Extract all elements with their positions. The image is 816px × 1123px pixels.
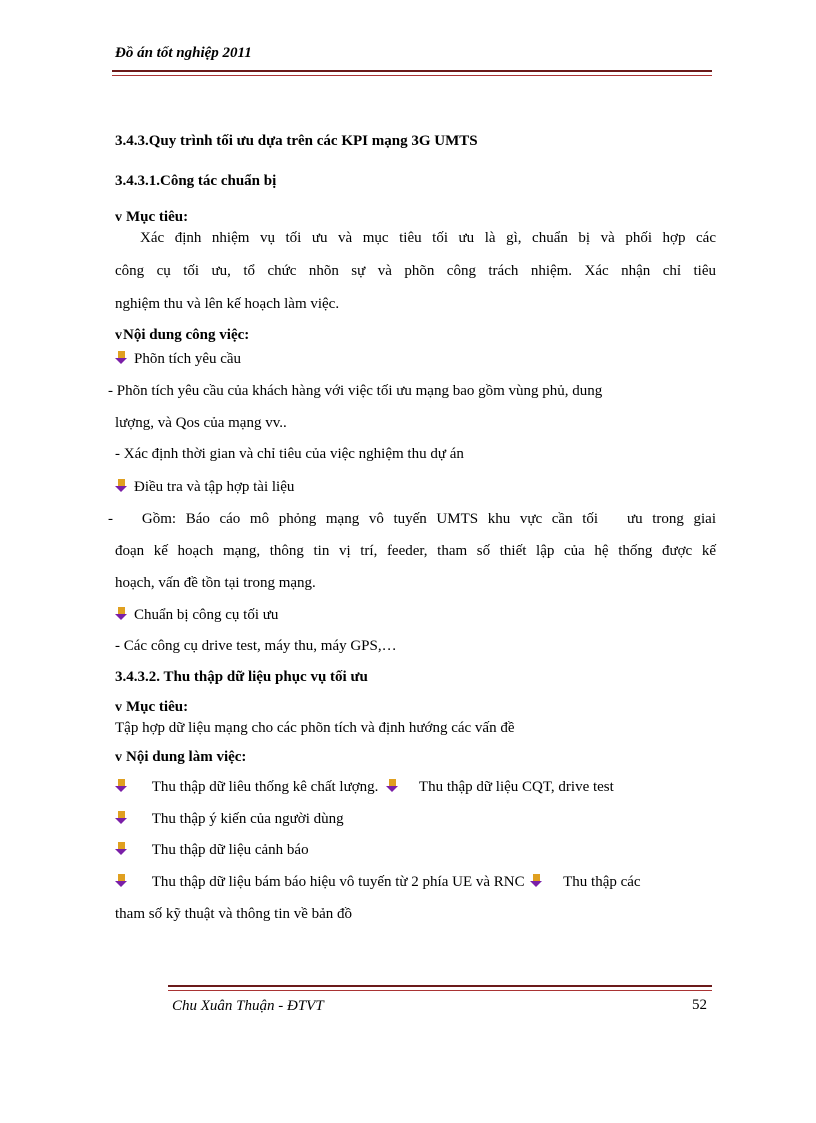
list-item-label: Thu thập ý kiến của người dùng <box>151 811 344 827</box>
v-check-icon: v <box>115 700 122 715</box>
list-item-label: Phõn tích yêu cầu <box>134 351 242 367</box>
list-item-label: Điều tra và tập hợp tài liệu <box>134 479 295 495</box>
header-rule-bottom <box>112 75 712 76</box>
subheading-label: Mục tiêu: <box>126 209 189 225</box>
diamond-bullet-icon <box>115 351 128 364</box>
paragraph-line: lượng, và Qos của mạng vv.. <box>115 415 287 431</box>
subheading-label: Nội dung công việc: <box>123 327 250 343</box>
paragraph-line: Tập hợp dữ liệu mạng cho các phõn tích và định hướng các vấn đề <box>115 720 515 736</box>
paragraph-line: - Xác định thời gian và chỉ tiêu của việc nghiệm thu dự án <box>115 446 464 462</box>
footer-rule-top <box>168 985 712 987</box>
subheading-label: Nội dung làm việc: <box>126 749 247 765</box>
list-item-label: Thu thập dữ liệu cảnh báo <box>151 842 309 858</box>
section-heading-343: 3.4.3.Quy trình tối ưu dựa trên các KPI mạng 3G UMTS <box>115 133 478 149</box>
list-item-label: Thu thập dữ liêu thống kê chất lượng. <box>151 779 379 795</box>
footer-rule-bottom <box>168 990 712 991</box>
list-item <box>115 811 344 828</box>
v-check-icon: v <box>115 750 122 765</box>
paragraph-line: Xác định nhiệm vụ tối ưu và mục tiêu tối ưu là gì, chuẩn bị và phối hợp các <box>140 230 716 246</box>
paragraph-line: tham số kỹ thuật và thông tin về bản đồ <box>115 906 353 922</box>
footer-author: Chu Xuân Thuận - ĐTVT <box>172 998 324 1014</box>
subheading-noi-dung-cong-viec <box>115 327 249 344</box>
paragraph-line: - Phõn tích yêu cầu của khách hàng với việc tối ưu mạng bao gồm vùng phủ, dung <box>108 383 603 399</box>
diamond-bullet-icon <box>115 479 128 492</box>
list-item-label: Thu thập dữ liệu CQT, drive test <box>418 779 614 795</box>
v-check-icon: v <box>115 328 122 343</box>
paragraph-line: hoạch, vấn đề tồn tại trong mạng. <box>115 575 316 591</box>
paragraph-line: - Các công cụ drive test, máy thu, máy GPS,… <box>115 638 397 654</box>
section-heading-3432: 3.4.3.2. Thu thập dữ liệu phục vụ tối ưu <box>115 669 368 685</box>
subheading-noi-dung-lam-viec <box>115 749 246 766</box>
list-item <box>115 874 641 891</box>
list-item <box>115 479 294 496</box>
list-item <box>115 607 278 624</box>
diamond-bullet-icon <box>115 811 128 824</box>
section-heading-3431: 3.4.3.1.Công tác chuẩn bị <box>115 173 277 189</box>
list-item-label: Chuẩn bị công cụ tối ưu <box>134 607 279 623</box>
subheading-label: Mục tiêu: <box>126 699 189 715</box>
paragraph-line: công cụ tối ưu, tổ chức nhõn sự và phõn công trách nhiệm. Xác nhận chỉ tiêu <box>115 263 716 279</box>
list-item <box>115 779 614 796</box>
list-item-label: Thu thập các <box>563 874 641 890</box>
paragraph-line: nghiệm thu và lên kế hoạch làm việc. <box>115 296 340 312</box>
page-number: 52 <box>692 997 707 1013</box>
diamond-bullet-icon <box>115 874 128 887</box>
list-item <box>115 351 241 368</box>
subheading-muc-tieu-2 <box>115 699 188 716</box>
list-item-label: Thu thập dữ liệu bám báo hiệu vô tuyến từ 2 phía UE và RNC <box>151 874 525 890</box>
paragraph-line: đoạn kế hoạch mạng, thông tin vị trí, feeder, tham số thiết lập của hệ thống được kế <box>115 543 716 559</box>
diamond-bullet-icon <box>115 779 128 792</box>
header-title: Đồ án tốt nghiệp 2011 <box>115 45 252 61</box>
v-check-icon: v <box>115 210 122 225</box>
subheading-muc-tieu-1 <box>115 209 188 226</box>
diamond-bullet-icon <box>386 779 399 792</box>
diamond-bullet-icon <box>115 607 128 620</box>
diamond-bullet-icon <box>115 842 128 855</box>
paragraph-line: - Gồm: Báo cáo mô phỏng mạng vô tuyến UMTS khu vực cần tối ưu trong giai <box>108 511 716 527</box>
list-item <box>115 842 309 859</box>
header-rule-top <box>112 70 712 72</box>
diamond-bullet-icon <box>530 874 543 887</box>
